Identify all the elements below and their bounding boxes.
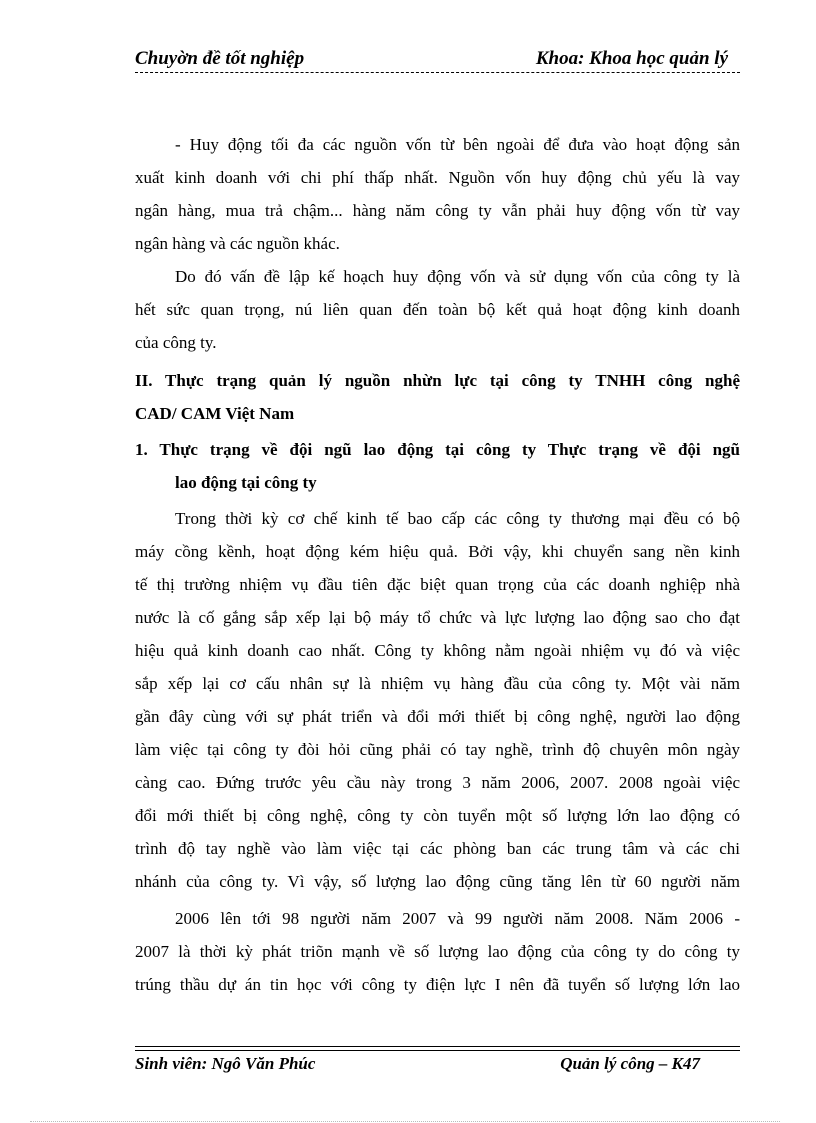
header-title: Chuyờn đề tốt nghiệp — [135, 48, 305, 69]
paragraph-line: ngân hàng và các nguồn khác. — [135, 234, 340, 253]
footer-student: Sinh viên: Ngô Văn Phúc — [135, 1054, 316, 1073]
paragraph-line: sắp xếp lại cơ cấu nhân sự là nhiệm vụ hàng đầu của công ty. Một vài năm — [135, 674, 740, 693]
footer-divider — [135, 1050, 740, 1051]
subsection-heading: 1. Thực trạng về đội ngũ lao động tại công ty Thực trạng về đội ngũ — [135, 440, 740, 459]
section-heading: II. Thực trạng quản lý nguồn nhừn lực tại công ty TNHH công nghệ — [135, 371, 740, 390]
paragraph-line: nước là cố gắng sắp xếp lại bộ máy tổ chức và lực lượng lao động sao cho đạt — [135, 608, 740, 627]
footer-divider — [135, 1046, 740, 1047]
paragraph-line: gần đây cùng với sự phát triển và đổi mới thiết bị công nghệ, người lao động — [135, 707, 740, 726]
paragraph-line: Do đó vấn đề lập kế hoạch huy động vốn và sử dụng vốn của công ty là — [175, 267, 740, 286]
paragraph-line: tế thị trường nhiệm vụ đầu tiên đặc biệt quan trọng của các doanh nghiệp nhà — [135, 575, 740, 594]
paragraph-line: xuất kinh doanh với chi phí thấp nhất. Nguồn vốn huy động chủ yếu là vay — [135, 168, 740, 187]
paragraph-line: - Huy động tối đa các nguồn vốn từ bên ngoài để đưa vào hoạt động sản — [175, 135, 740, 154]
page-bottom-edge — [30, 1121, 780, 1122]
paragraph-line: của công ty. — [135, 333, 217, 352]
paragraph-line: càng cao. Đứng trước yêu cầu này trong 3 năm 2006, 2007. 2008 ngoài việc — [135, 773, 740, 792]
paragraph-line: máy cồng kềnh, hoạt động kém hiệu quả. Bởi vậy, khi chuyển sang nền kinh — [135, 542, 740, 561]
paragraph-line: làm việc tại công ty đòi hỏi cũng phải có tay nghề, trình độ chuyên môn ngày — [135, 740, 740, 759]
paragraph-line: trúng thầu dự án tin học với công ty điện lực I nên đã tuyển số lượng lớn lao — [135, 975, 740, 994]
paragraph-line: trình độ tay nghề vào làm việc tại các phòng ban các trung tâm và các chi — [135, 839, 740, 858]
subsection-heading: lao động tại công ty — [175, 473, 317, 492]
paragraph-line: nhánh của công ty. Vì vậy, số lượng lao động cũng tăng lên từ 60 người năm — [135, 872, 740, 891]
header-divider — [135, 72, 740, 73]
paragraph-line: hết sức quan trọng, nú liên quan đến toàn bộ kết quả hoạt động kinh doanh — [135, 300, 740, 319]
paragraph-line: đổi mới thiết bị công nghệ, công ty còn tuyển một số lượng lớn lao động có — [135, 806, 740, 825]
header-department: Khoa: Khoa học quản lý — [535, 48, 728, 69]
paragraph-line: hiệu quả kinh doanh cao nhất. Công ty không nằm ngoài nhiệm vụ đó và việc — [135, 641, 740, 660]
paragraph-line: ngân hàng, mua trả chậm... hàng năm công ty vẫn phải huy động vốn từ vay — [135, 201, 740, 220]
section-heading: CAD/ CAM Việt Nam — [135, 404, 295, 423]
paragraph-line: Trong thời kỳ cơ chế kinh tế bao cấp các công ty thương mại đều có bộ — [175, 509, 740, 528]
paragraph-line: 2007 là thời kỳ phát triõn mạnh về số lượng lao động của công ty do công ty — [135, 942, 740, 961]
page-footer — [135, 1054, 740, 1080]
paragraph-line: 2006 lên tới 98 người năm 2007 và 99 người năm 2008. Năm 2006 - — [175, 909, 740, 928]
footer-class: Quản lý công – K47 — [560, 1054, 700, 1073]
